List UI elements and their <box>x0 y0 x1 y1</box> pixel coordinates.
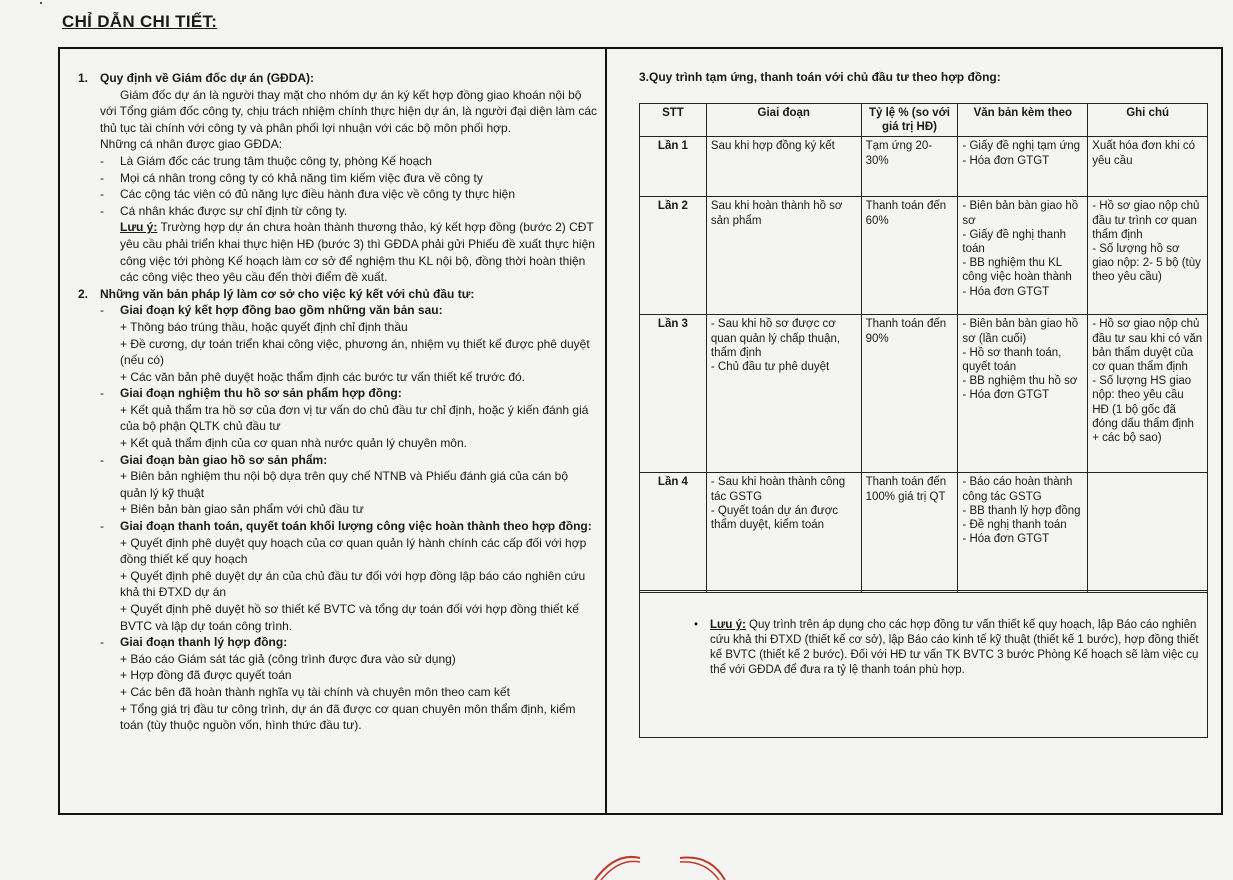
stage-item: + Thông báo trúng thầu, hoặc quyết định chỉ định thầu <box>120 319 408 334</box>
cell-rate: Thanh toán đến 60% <box>861 197 958 315</box>
red-seal-stamp <box>585 850 735 880</box>
section-1-note: Lưu ý: Trường hợp dự án chưa hoàn thành thương thảo, ký kết hợp đồng (bước 2) CĐT yêu cầu phải triển khai thực hiện HĐ (bước 3) thì GĐDA phải gửi Phiếu đề xuất thực hiện công việc tới phòng Kế hoạch làm cơ sở để nghiệm thu KL nội bộ, đồng thời hoàn thiện các công việc theo yêu cầu đến thời điểm đề xuất. <box>120 220 595 285</box>
list-item: - Là Giám đốc các trung tâm thuộc công ty, phòng Kế hoạch <box>100 153 432 168</box>
col-header-rate: Tỷ lệ % (so với giá trị HĐ) <box>861 104 958 137</box>
stage-item: + Đề cương, dự toán triển khai công việc, phương án, nhiệm vụ thiết kế được phê duyệt (nếu có) <box>120 336 590 368</box>
stage-heading: - Giai đoạn thanh toán, quyết toán khối lượng công việc hoàn thành theo hợp đồng: <box>100 519 592 534</box>
stage-item: + Hợp đồng đã được quyết toán <box>120 668 292 683</box>
list-item: - Cá nhân khác được sự chỉ định từ công ty. <box>100 203 348 218</box>
cell-docs: - Báo cáo hoàn thành công tác GSTG - BB thanh lý hợp đồng - Đề nghị thanh toán - Hóa đơn GTGT <box>958 473 1088 593</box>
cell-stt: Lần 2 <box>640 197 707 315</box>
cell-stage: Sau khi hoàn thành hồ sơ sản phẩm <box>706 197 861 315</box>
stage-item: + Quyết định phê duyệt quy hoạch của cơ quan quản lý hành chính các cấp đối với hợp đồng thiết kế quy hoạch <box>120 535 587 567</box>
section-2-heading: 2. Những văn bản pháp lý làm cơ sở cho việc ký kết với chủ đầu tư: <box>78 286 475 301</box>
table-row <box>640 315 1208 473</box>
column-divider <box>605 47 607 815</box>
cell-stt: Lần 4 <box>640 473 707 593</box>
stage-heading: - Giai đoạn nghiệm thu hồ sơ sản phẩm hợp đồng: <box>100 386 402 401</box>
cell-stage: - Sau khi hoàn thành công tác GSTG - Quyết toán dự án được thẩm duyệt, kiểm toán <box>706 473 861 593</box>
cell-stage: Sau khi hợp đồng ký kết <box>706 137 861 197</box>
stage-heading: - Giai đoạn bàn giao hồ sơ sản phẩm: <box>100 452 328 467</box>
stage-heading: - Giai đoạn ký kết hợp đồng bao gồm những văn bản sau: <box>100 303 443 318</box>
page-title: CHỈ DẪN CHI TIẾT: <box>62 12 218 31</box>
col-header-stage: Giai đoạn <box>706 104 861 137</box>
table-row <box>640 473 1208 593</box>
process-note: • Lưu ý: Quy trình trên áp dụng cho các hợp đồng tư vấn thiết kế quy hoạch, lập Báo cáo nghiên cứu khả thi ĐTXD (thiết kế cơ sở), lập Báo cáo kinh tế kỹ thuật (thiết kế 1 bước), hợp đồng thiết kế BVTC (thiết kế 2 bước). Đối với HĐ tư vấn TK BVTC 3 bước Phòng Kế hoạch sẽ làm việc cụ thể với GĐDA để đưa ra tỷ lệ thanh toán phù hợp. <box>694 619 1199 676</box>
section-1-who: Những cá nhân được giao GĐDA: <box>100 137 283 152</box>
cell-note: - Hồ sơ giao nộp chủ đầu tư trình cơ quan thẩm định - Số lượng hồ sơ giao nộp: 2- 5 bộ (tùy theo yêu cầu) <box>1088 197 1208 315</box>
stage-item: + Tổng giá trị đầu tư công trình, dự án đã được cơ quan chuyên môn thẩm định, kiểm toán (tùy thuộc nguồn vốn, hình thức đầu tư). <box>120 701 576 733</box>
cell-note: - Hồ sơ giao nộp chủ đầu tư sau khi có văn bản thẩm duyệt của cơ quan thẩm định - Số lượng HS giao nộp: theo yêu cầu HĐ (1 bộ gốc đã đóng dấu thẩm định + các bộ sao) <box>1088 315 1208 473</box>
cell-docs: - Biên bản bàn giao hồ sơ (lần cuối) - Hồ sơ thanh toán, quyết toán - BB nghiệm thu hồ sơ - Hóa đơn GTGT <box>958 315 1088 473</box>
table-row <box>640 137 1208 197</box>
bullet-icon: • <box>694 619 699 631</box>
table-header-row <box>640 104 1208 137</box>
cell-stt: Lần 3 <box>640 315 707 473</box>
section-3-heading: 3.Quy trình tạm ứng, thanh toán với chủ đầu tư theo hợp đồng: <box>639 70 1001 84</box>
list-item: - Các cộng tác viên có đủ năng lực điều hành đưa việc về công ty thực hiện <box>100 187 516 202</box>
stage-item: + Biên bản nghiệm thu nội bộ dựa trên quy chế NTNB và Phiếu đánh giá của cán bộ quản lý kỹ thuật <box>120 469 568 500</box>
stage-item: + Quyết định phê duyệt dự án của chủ đầu tư đối với hợp đồng lập báo cáo nghiên cứu khả thi ĐTXD dự án <box>120 568 586 600</box>
stage-item: + Các bên đã hoàn thành nghĩa vụ tài chính và chuyên môn theo cam kết <box>120 684 510 699</box>
section-1-heading: 1. Quy định về Giám đốc dự án (GĐDA): <box>78 71 315 85</box>
table-row <box>640 197 1208 315</box>
cell-rate: Tạm ứng 20-30% <box>861 137 958 197</box>
list-item: - Mọi cá nhân trong công ty có khả năng tìm kiếm việc đưa về công ty <box>100 170 483 185</box>
stage-item: + Báo cáo Giám sát tác giả (công trình được đưa vào sử dụng) <box>120 651 456 666</box>
cell-note: Xuất hóa đơn khi có yêu cầu <box>1088 137 1208 197</box>
col-header-docs: Văn bản kèm theo <box>958 104 1088 137</box>
cell-stage: - Sau khi hồ sơ được cơ quan quản lý chấp thuận, thẩm định - Chủ đầu tư phê duyệt <box>706 315 861 473</box>
cell-docs: - Biên bản bàn giao hồ sơ - Giấy đề nghị thanh toán - BB nghiệm thu KL công việc hoàn thành - Hóa đơn GTGT <box>958 197 1088 315</box>
payment-process-table <box>639 103 1208 593</box>
scan-speck <box>40 2 42 4</box>
stage-heading: - Giai đoạn thanh lý hợp đồng: <box>100 635 288 650</box>
cell-note <box>1088 473 1208 593</box>
col-header-note: Ghi chú <box>1088 104 1208 137</box>
cell-stt: Lần 1 <box>640 137 707 197</box>
stage-item: + Các văn bản phê duyệt hoặc thẩm định các bước tư vấn thiết kế trước đó. <box>120 369 526 384</box>
cell-docs: - Giấy đề nghị tạm ứng - Hóa đơn GTGT <box>958 137 1088 197</box>
stage-item: + Kết quả thẩm tra hồ sơ của đơn vị tư vấn do chủ đầu tư chỉ định, hoặc ý kiến đánh giá của bộ phận QLTK chủ đầu tư <box>120 402 589 434</box>
left-column <box>78 70 598 734</box>
stage-item: + Kết quả thẩm định của cơ quan nhà nước quản lý chuyên môn. <box>120 436 467 451</box>
stage-item: + Quyết định phê duyệt hồ sơ thiết kế BVTC và tổng dự toán đối với hợp đồng thiết kế BVTC và lập dự toán công trình. <box>120 602 579 633</box>
cell-rate: Thanh toán đến 100% giá trị QT <box>861 473 958 593</box>
section-1-paragraph: Giám đốc dự án là người thay mặt cho nhóm dự án ký kết hợp đồng giao khoán nội bộ với Tổng giám đốc công ty, chịu trách nhiệm chính thực hiện dự án, là người đại diện làm các thủ tục tài chính với công ty và phân phối lợi nhuận với các bộ môn phối hợp. <box>100 87 597 135</box>
stage-item: + Biên bản bàn giao sản phẩm với chủ đầu tư <box>120 502 364 517</box>
cell-rate: Thanh toán đến 90% <box>861 315 958 473</box>
col-header-stt: STT <box>640 104 707 137</box>
